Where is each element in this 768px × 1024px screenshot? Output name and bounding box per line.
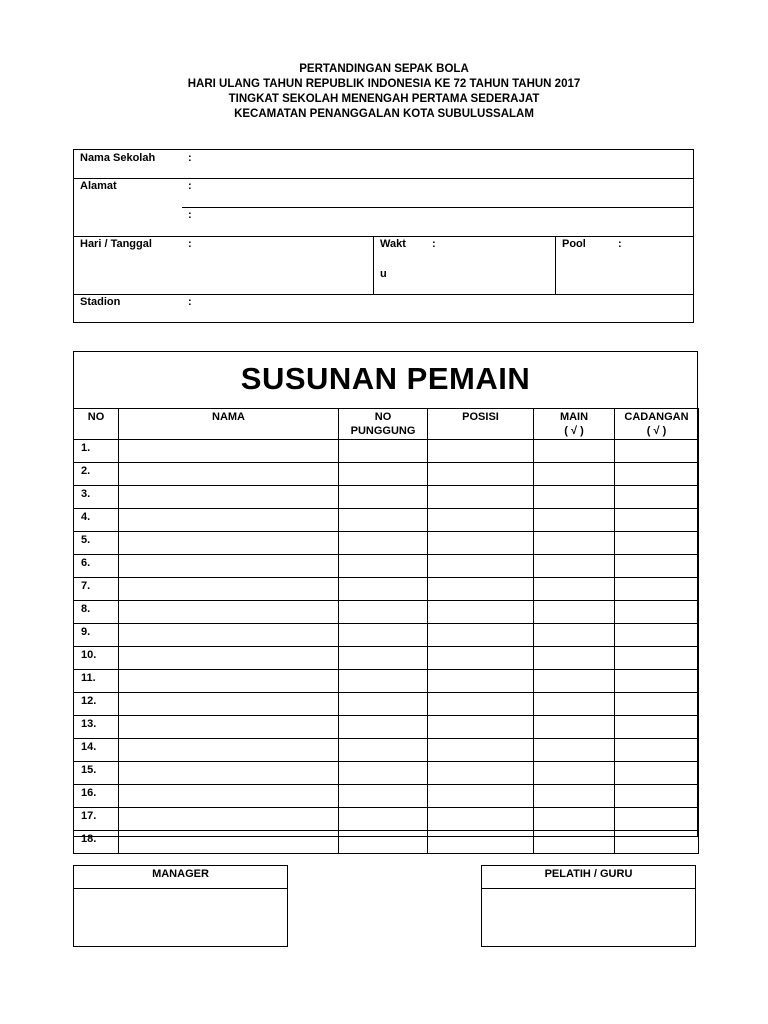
punggung-cell[interactable] [339, 808, 428, 831]
col-header-punggung-line1: NO [374, 411, 392, 423]
nama-cell[interactable] [119, 509, 339, 532]
alamat-colon: : [188, 180, 192, 192]
waktu-field[interactable] [440, 238, 550, 288]
pelatih-signature-field[interactable] [482, 889, 695, 947]
posisi-cell[interactable] [428, 831, 534, 854]
divider [74, 236, 693, 237]
nama-cell[interactable] [119, 808, 339, 831]
main-cell[interactable] [534, 486, 615, 509]
nama-cell[interactable] [119, 670, 339, 693]
table-row [74, 647, 699, 670]
main-cell[interactable] [534, 532, 615, 555]
player-lineup-box [73, 351, 698, 845]
punggung-cell[interactable] [339, 785, 428, 808]
table-row [74, 463, 699, 486]
posisi-cell[interactable] [428, 532, 534, 555]
cadangan-cell[interactable] [615, 693, 699, 716]
stadion-colon: : [188, 296, 192, 308]
posisi-cell[interactable] [428, 670, 534, 693]
posisi-cell[interactable] [428, 762, 534, 785]
punggung-cell[interactable] [339, 440, 428, 463]
cadangan-cell[interactable] [615, 785, 699, 808]
main-cell[interactable] [534, 808, 615, 831]
row-number: 6. [74, 555, 119, 578]
main-cell[interactable] [534, 601, 615, 624]
main-cell[interactable] [534, 463, 615, 486]
nama-cell[interactable] [119, 762, 339, 785]
row-number: 8. [74, 601, 119, 624]
header-line-3: TINGKAT SEKOLAH MENENGAH PERTAMA SEDERAJAT [228, 93, 540, 105]
table-row [74, 555, 699, 578]
posisi-cell[interactable] [428, 693, 534, 716]
nama-sekolah-field[interactable] [196, 152, 686, 172]
cadangan-cell[interactable] [615, 463, 699, 486]
cadangan-cell[interactable] [615, 670, 699, 693]
cadangan-cell[interactable] [615, 762, 699, 785]
row-number: 5. [74, 532, 119, 555]
posisi-cell[interactable] [428, 739, 534, 762]
nama-cell[interactable] [119, 739, 339, 762]
cadangan-cell[interactable] [615, 647, 699, 670]
punggung-cell[interactable] [339, 463, 428, 486]
table-row [74, 532, 699, 555]
row-number: 11. [74, 670, 119, 693]
stadion-field[interactable] [196, 296, 686, 318]
posisi-cell[interactable] [428, 647, 534, 670]
alamat-label: Alamat [80, 180, 117, 192]
punggung-cell[interactable] [339, 670, 428, 693]
main-cell[interactable] [534, 670, 615, 693]
row-number: 17. [74, 808, 119, 831]
posisi-cell[interactable] [428, 716, 534, 739]
posisi-cell[interactable] [428, 808, 534, 831]
col-header-posisi-text: POSISI [462, 411, 499, 423]
row-number: 7. [74, 578, 119, 601]
table-row [74, 670, 699, 693]
table-row [74, 601, 699, 624]
col-header-main-line1: MAIN [559, 411, 589, 423]
table-row [74, 624, 699, 647]
cadangan-cell[interactable] [615, 532, 699, 555]
col-header-no-text: NO [87, 411, 105, 423]
form-header [0, 62, 768, 122]
lineup-rows [74, 440, 699, 854]
punggung-cell[interactable] [339, 486, 428, 509]
col-header-nama-text: NAMA [212, 411, 245, 423]
hari-tanggal-colon: : [188, 238, 192, 250]
punggung-cell[interactable] [339, 647, 428, 670]
waktu-label-wrap: u [380, 268, 387, 280]
nama-cell[interactable] [119, 532, 339, 555]
posisi-cell[interactable] [428, 624, 534, 647]
punggung-cell[interactable] [339, 739, 428, 762]
lineup-title: SUSUNAN PEMAIN [240, 361, 531, 396]
row-number: 4. [74, 509, 119, 532]
manager-label: MANAGER [74, 866, 287, 889]
cadangan-cell[interactable] [615, 624, 699, 647]
nama-cell[interactable] [119, 440, 339, 463]
cadangan-cell[interactable] [615, 486, 699, 509]
col-header-cadangan [615, 409, 699, 440]
manager-signature-box [73, 865, 288, 947]
punggung-cell[interactable] [339, 555, 428, 578]
alamat-colon-2: : [188, 209, 192, 221]
posisi-cell[interactable] [428, 440, 534, 463]
cadangan-cell[interactable] [615, 808, 699, 831]
nama-cell[interactable] [119, 647, 339, 670]
row-number: 13. [74, 716, 119, 739]
col-header-punggung-line2: PUNGGUNG [350, 425, 416, 437]
main-cell[interactable] [534, 555, 615, 578]
pool-label: Pool [562, 238, 586, 250]
main-cell[interactable] [534, 624, 615, 647]
row-number: 3. [74, 486, 119, 509]
nama-cell[interactable] [119, 578, 339, 601]
col-header-nama [119, 409, 339, 440]
pool-colon: : [618, 238, 622, 250]
waktu-colon: : [432, 238, 436, 250]
main-cell[interactable] [534, 762, 615, 785]
main-cell[interactable] [534, 647, 615, 670]
row-number: 9. [74, 624, 119, 647]
main-cell[interactable] [534, 509, 615, 532]
pelatih-signature-box [481, 865, 696, 947]
cadangan-cell[interactable] [615, 555, 699, 578]
divider [182, 207, 693, 208]
col-header-posisi [428, 409, 534, 440]
alamat-field-2[interactable] [196, 209, 686, 229]
table-row [74, 716, 699, 739]
main-cell[interactable] [534, 578, 615, 601]
col-header-cadangan-line2: ( √ ) [646, 425, 667, 437]
waktu-label: Wakt [380, 238, 406, 250]
posisi-cell[interactable] [428, 555, 534, 578]
header-line-1: PERTANDINGAN SEPAK BOLA [299, 63, 469, 75]
pelatih-label: PELATIH / GURU [482, 866, 695, 889]
col-header-punggung [339, 409, 428, 440]
cadangan-cell[interactable] [615, 831, 699, 854]
punggung-cell[interactable] [339, 532, 428, 555]
main-cell[interactable] [534, 831, 615, 854]
header-line-4: KECAMATAN PENANGGALAN KOTA SUBULUSSALAM [234, 108, 534, 120]
main-cell[interactable] [534, 785, 615, 808]
row-number: 16. [74, 785, 119, 808]
table-row [74, 831, 699, 854]
punggung-cell[interactable] [339, 762, 428, 785]
row-number: 1. [74, 440, 119, 463]
posisi-cell[interactable] [428, 785, 534, 808]
posisi-cell[interactable] [428, 509, 534, 532]
hari-tanggal-label: Hari / Tanggal [80, 238, 152, 250]
nama-sekolah-label: Nama Sekolah [80, 152, 156, 164]
cadangan-cell[interactable] [615, 509, 699, 532]
col-header-main [534, 409, 615, 440]
nama-cell[interactable] [119, 555, 339, 578]
cadangan-cell[interactable] [615, 440, 699, 463]
main-cell[interactable] [534, 739, 615, 762]
main-cell[interactable] [534, 440, 615, 463]
row-number: 14. [74, 739, 119, 762]
table-row [74, 808, 699, 831]
school-info-box [73, 149, 694, 323]
hari-tanggal-field[interactable] [196, 238, 366, 288]
nama-cell[interactable] [119, 601, 339, 624]
cadangan-cell[interactable] [615, 739, 699, 762]
divider [74, 294, 693, 295]
row-number: 10. [74, 647, 119, 670]
table-row [74, 440, 699, 463]
divider [74, 178, 693, 179]
alamat-field-1[interactable] [196, 180, 686, 200]
col-header-cadangan-line1: CADANGAN [624, 411, 689, 423]
main-cell[interactable] [534, 716, 615, 739]
punggung-cell[interactable] [339, 693, 428, 716]
row-number: 2. [74, 463, 119, 486]
nama-cell[interactable] [119, 785, 339, 808]
nama-cell[interactable] [119, 486, 339, 509]
nama-cell[interactable] [119, 624, 339, 647]
punggung-cell[interactable] [339, 831, 428, 854]
col-header-no [74, 409, 119, 440]
cadangan-cell[interactable] [615, 578, 699, 601]
main-cell[interactable] [534, 693, 615, 716]
table-row [74, 486, 699, 509]
nama-cell[interactable] [119, 831, 339, 854]
punggung-cell[interactable] [339, 716, 428, 739]
table-row [74, 762, 699, 785]
row-number: 15. [74, 762, 119, 785]
table-header-row [74, 409, 699, 440]
lineup-table [73, 408, 699, 854]
table-row [74, 578, 699, 601]
row-number: 18. [74, 831, 119, 854]
posisi-cell[interactable] [428, 486, 534, 509]
table-row [74, 739, 699, 762]
cadangan-cell[interactable] [615, 601, 699, 624]
pool-field[interactable] [626, 238, 688, 288]
nama-cell[interactable] [119, 693, 339, 716]
punggung-cell[interactable] [339, 624, 428, 647]
table-row [74, 693, 699, 716]
col-header-main-line2: ( √ ) [564, 425, 584, 437]
nama-sekolah-colon: : [188, 152, 192, 164]
punggung-cell[interactable] [339, 601, 428, 624]
header-line-2: HARI ULANG TAHUN REPUBLIK INDONESIA KE 72 TAHUN TAHUN 2017 [187, 78, 581, 90]
stadion-label: Stadion [80, 296, 121, 308]
punggung-cell[interactable] [339, 578, 428, 601]
nama-cell[interactable] [119, 716, 339, 739]
table-row [74, 509, 699, 532]
row-number: 12. [74, 693, 119, 716]
divider [555, 236, 556, 294]
posisi-cell[interactable] [428, 463, 534, 486]
nama-cell[interactable] [119, 463, 339, 486]
punggung-cell[interactable] [339, 509, 428, 532]
posisi-cell[interactable] [428, 578, 534, 601]
manager-signature-field[interactable] [74, 889, 287, 947]
posisi-cell[interactable] [428, 601, 534, 624]
divider [373, 236, 374, 294]
cadangan-cell[interactable] [615, 716, 699, 739]
table-row [74, 785, 699, 808]
